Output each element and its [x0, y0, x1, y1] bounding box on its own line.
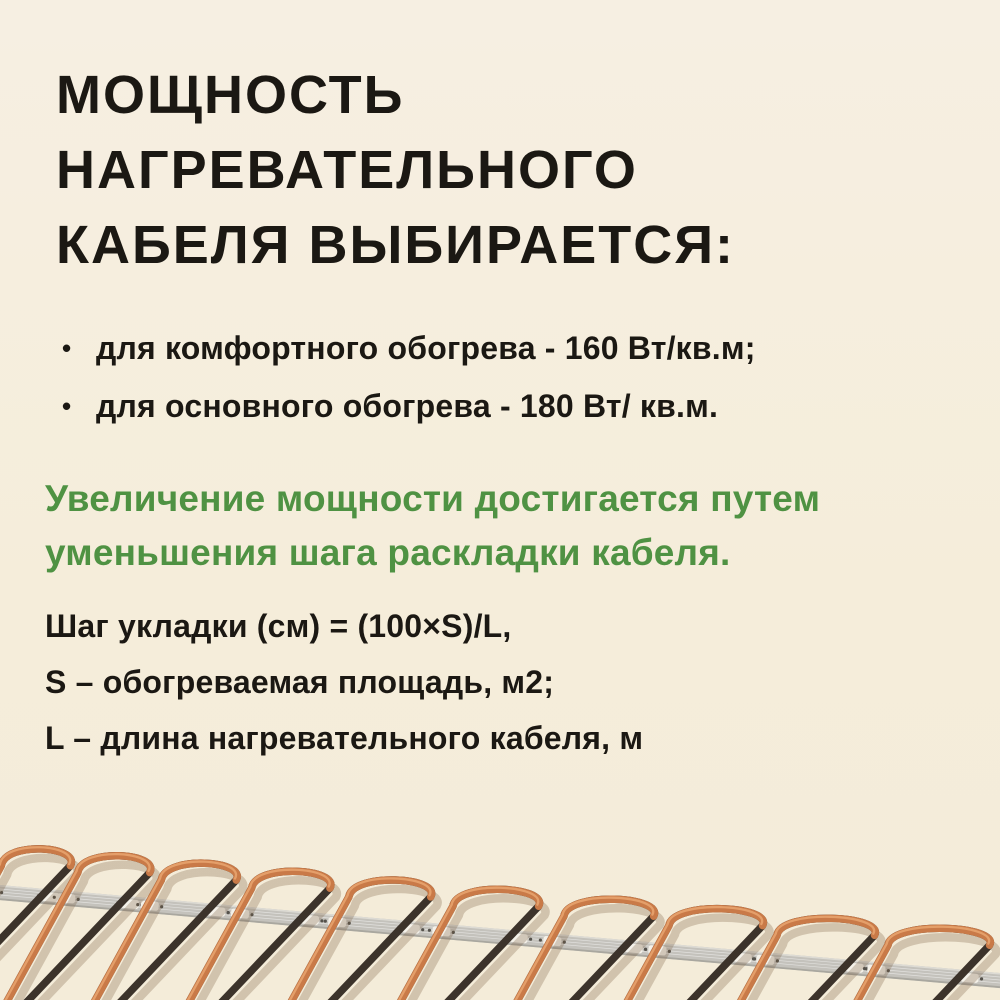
formula-area-definition: S – обогреваемая площадь, м2; — [45, 664, 555, 700]
bullet-icon: • — [62, 391, 72, 421]
bullet-icon: • — [62, 333, 72, 363]
formula-length-definition: L – длина нагревательного кабеля, м — [45, 720, 644, 756]
power-increase-note — [45, 472, 820, 580]
heating-mat-illustration — [0, 835, 1000, 1000]
formula-block — [45, 610, 643, 778]
list-item-main-heating — [62, 388, 756, 425]
list-item-comfort-heating — [62, 330, 756, 367]
list-item-label: для основного обогрева - 180 Вт/ кв.м. — [96, 388, 719, 424]
formula-step-equation: Шаг укладки (см) = (100×S)/L, — [45, 608, 512, 644]
note-line-2: уменьшения шага раскладки кабеля. — [45, 532, 731, 573]
note-line-1: Увеличение мощности достигается путем — [45, 478, 821, 519]
page-title — [56, 58, 735, 283]
power-options-list — [62, 330, 756, 446]
title-line-2: НАГРЕВАТЕЛЬНОГО — [56, 140, 638, 200]
list-item-label: для комфортного обогрева - 160 Вт/кв.м; — [96, 330, 756, 366]
title-line-3: КАБЕЛЯ ВЫБИРАЕТСЯ: — [56, 215, 736, 275]
title-line-1: МОЩНОСТЬ — [56, 65, 405, 125]
